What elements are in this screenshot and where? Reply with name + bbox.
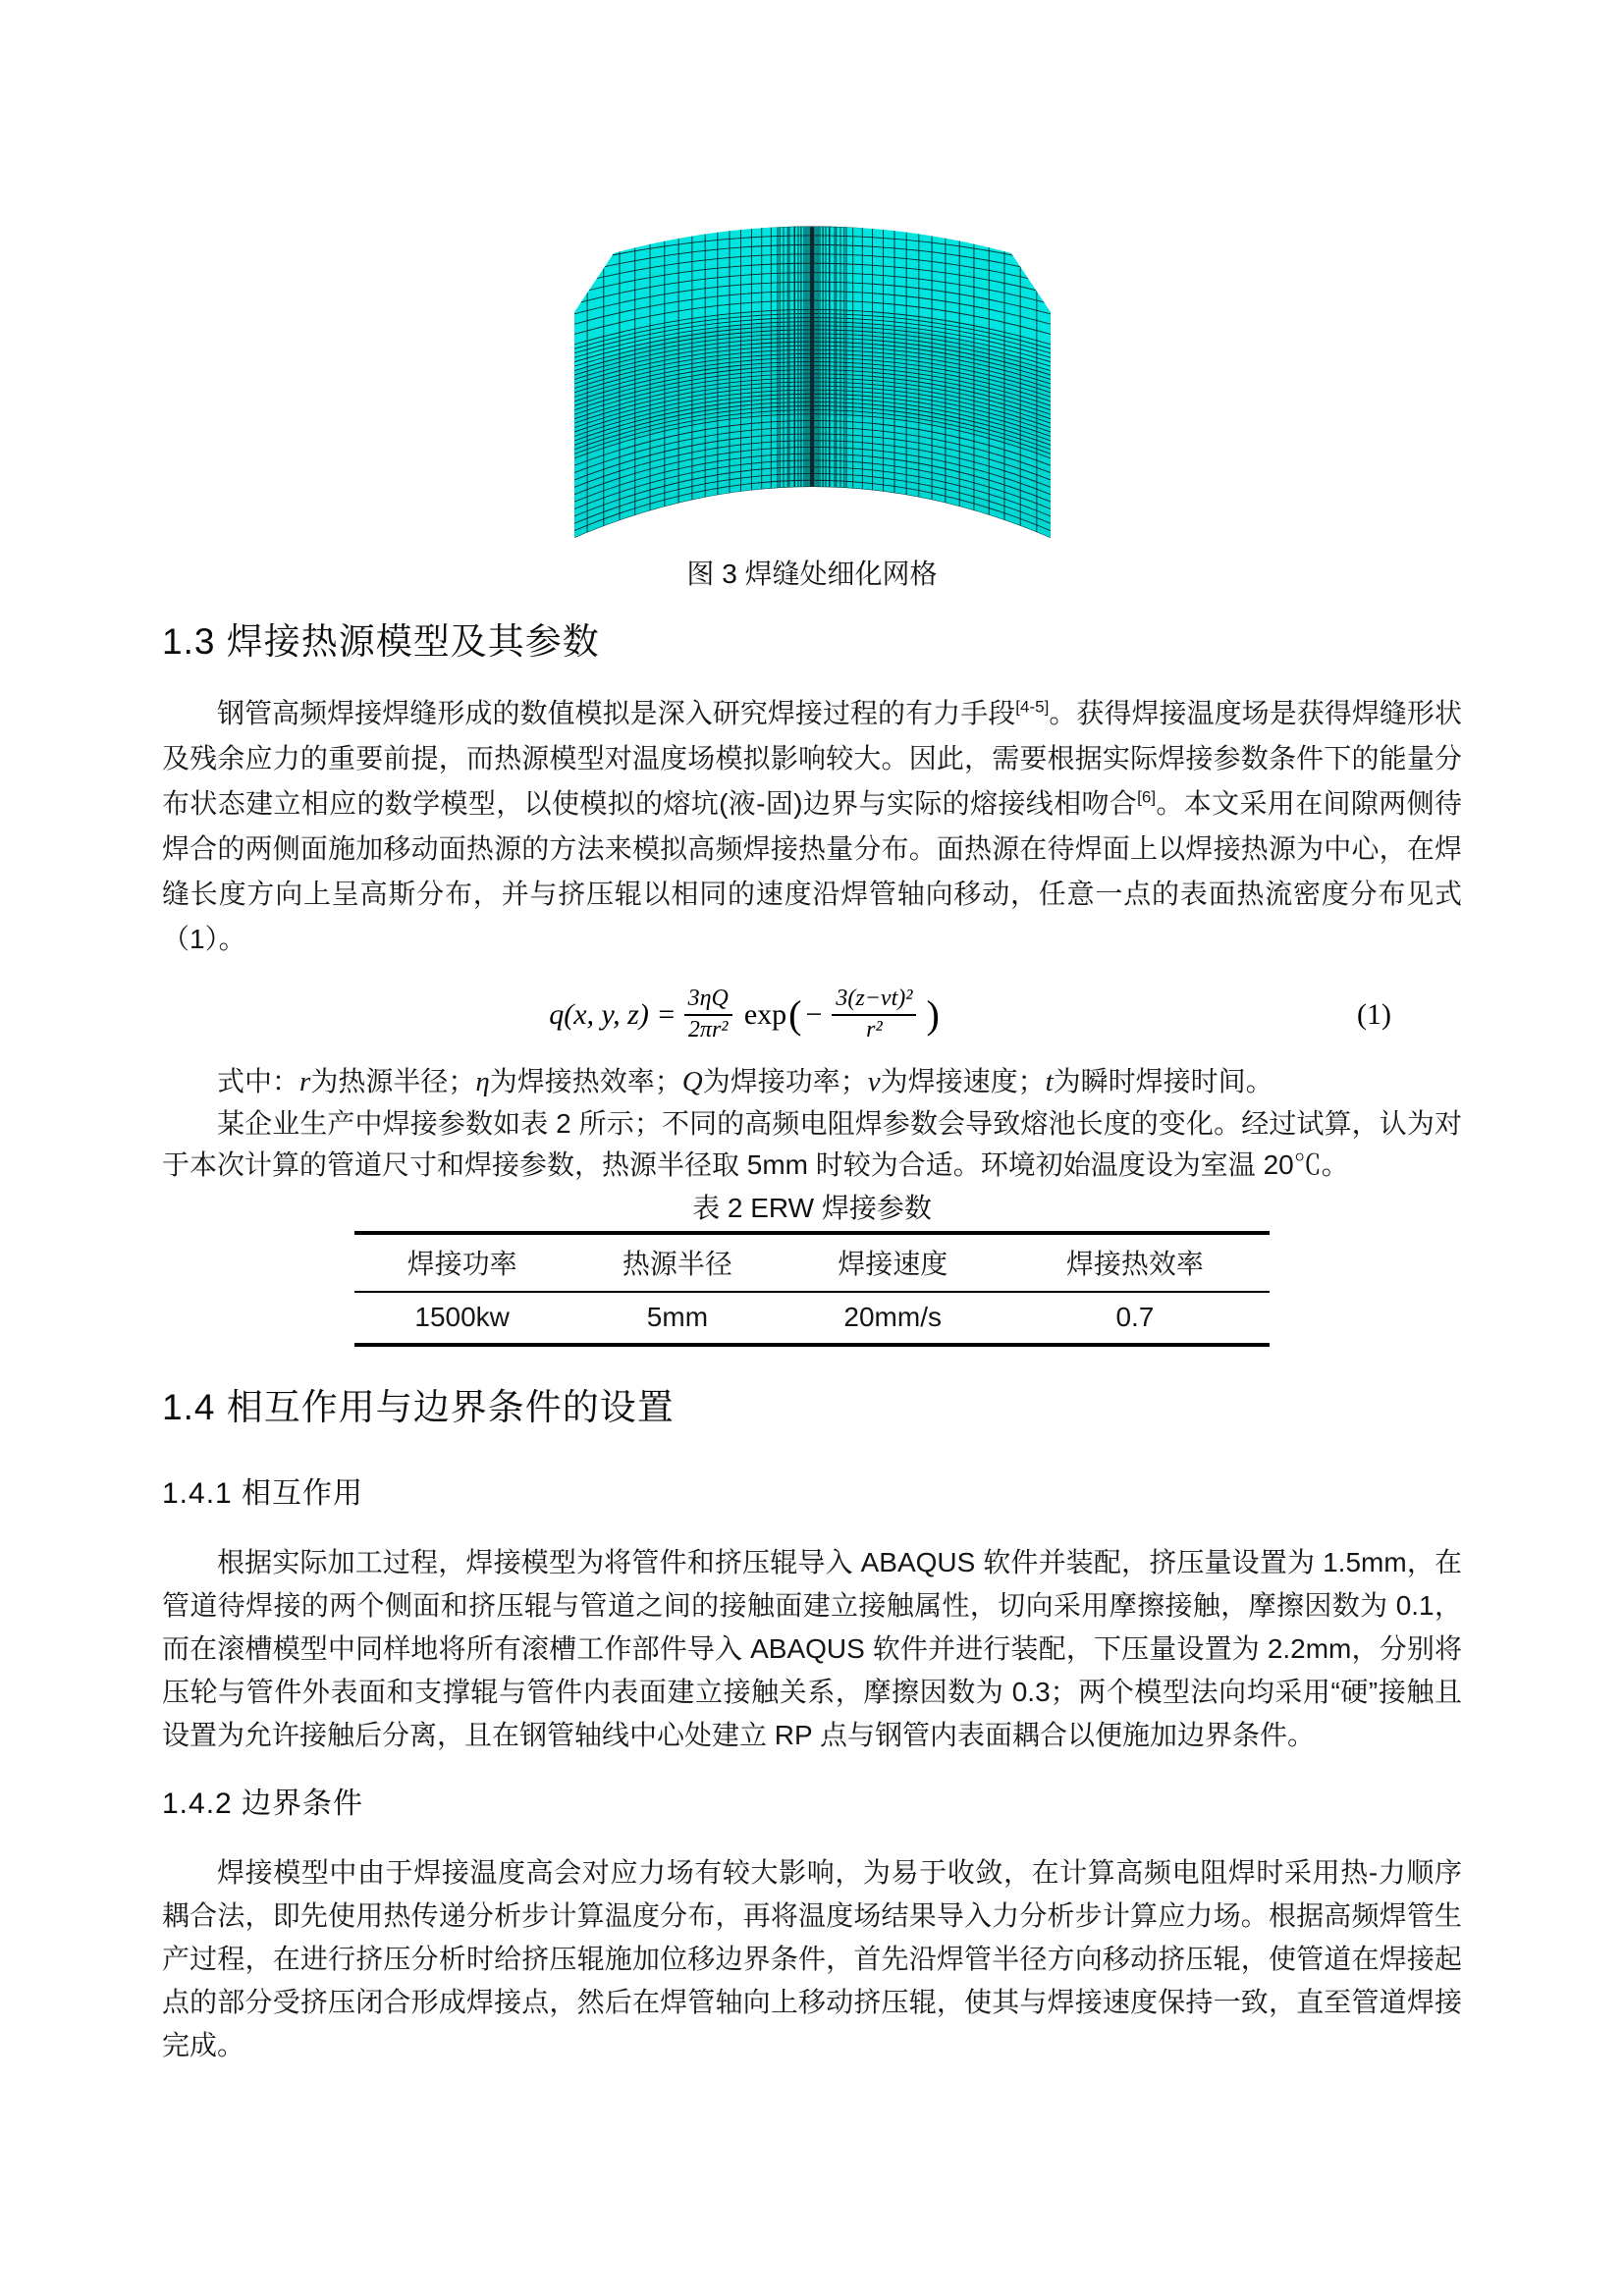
figure-3 xyxy=(162,209,1462,591)
equation-fraction-2 xyxy=(832,986,916,1043)
figure-3-caption: 图 3 焊缝处细化网格 xyxy=(686,559,938,589)
paragraph-variable-definitions xyxy=(162,1060,1462,1103)
table-header-row xyxy=(354,1233,1270,1292)
paragraph-heat-source-model xyxy=(162,691,1462,962)
variable-v: v xyxy=(867,1066,881,1097)
equation-1-row xyxy=(162,972,1462,1058)
table-header-cell: 焊接速度 xyxy=(785,1233,1001,1292)
table-cell: 20mm/s xyxy=(843,1302,942,1332)
reference-marker-6: [6] xyxy=(1137,787,1157,807)
fraction-numerator: 3(z−vt)² xyxy=(832,986,916,1016)
paragraph-text: 。获得焊接温度场是获得焊缝形状及残余应力的重要前提，而热源模型对温度场模拟影响较大。因此，需要根据实际焊接参数条件下的能量分布状态建立相应的数学模型，以使模拟的熔坑(液-固)边界与实际的熔接线相吻合 xyxy=(162,698,1462,819)
table-header-cell: 焊接功率 xyxy=(354,1233,569,1292)
paragraph-welding-parameters: 某企业生产中焊接参数如表 2 所示；不同的高频电阻焊参数会导致熔池长度的变化。经过试算，认为对于本次计算的管道尺寸和焊接参数，热源半径取 5mm 时较为合适。环境初始温度设为室温 20℃。 xyxy=(162,1108,1462,1180)
paragraph-text: 为热源半径； xyxy=(310,1066,476,1096)
fraction-denominator: r² xyxy=(866,1017,883,1042)
variable-t: t xyxy=(1045,1066,1054,1097)
section-heading-1-4-2: 1.4.2 边界条件 xyxy=(162,1788,364,1820)
variable-eta: η xyxy=(475,1066,490,1097)
equation-minus: − xyxy=(805,998,823,1031)
equation-number: (1) xyxy=(1357,998,1391,1031)
fraction-numerator: 3ηQ xyxy=(684,986,732,1016)
fraction-denominator: 2πr² xyxy=(687,1017,729,1042)
paragraph-interaction: 根据实际加工过程，焊接模型为将管件和挤压辊导入 ABAQUS 软件并装配，挤压量设置为 1.5mm，在管道待焊接的两个侧面和挤压辊与管道之间的接触面建立接触属性，切向采用摩擦接触，摩擦因数为 0.1，而在滚槽模型中同样地将所有滚槽工作部件导入 ABAQUS 软件并进行装配，下压量设置为 2.2mm，分别将压轮与管件外表面和支撑辊与管件内表面建立接触关系，摩擦因数为 0.3；两个模型法向均采用“硬”接触且设置为允许接触后分离，且在钢管轴线中心处建立 RP 点与钢管内表面耦合以便施加边界条件。 xyxy=(162,1547,1462,1750)
equation-1 xyxy=(549,986,942,1043)
paragraph-text: 为瞬时焊接时间。 xyxy=(1053,1066,1273,1096)
equation-fraction-1 xyxy=(684,986,732,1043)
equation-close-paren: ) xyxy=(926,992,940,1037)
page-content xyxy=(0,209,1624,2067)
table-2-erw-parameters xyxy=(354,1231,1270,1347)
equation-lhs: q(x, y, z) = xyxy=(549,998,677,1031)
section-heading-1-4: 1.4 相互作用与边界条件的设置 xyxy=(162,1387,675,1427)
weld-mesh-svg xyxy=(574,209,1051,543)
paragraph-boundary-conditions: 焊接模型中由于焊接温度高会对应力场有较大影响，为易于收敛，在计算高频电阻焊时采用热-力顺序耦合法，即先使用热传递分析步计算温度分布，再将温度场结果导入力分析步计算应力场。根据高频焊管生产过程，在进行挤压分析时给挤压辊施加位移边界条件，首先沿焊管半径方向移动挤压辊，使管道在焊接起点的部分受挤压闭合形成焊接点，然后在焊管轴向上移动挤压辊，使其与焊接速度保持一致，直至管道焊接完成。 xyxy=(162,1857,1462,2060)
section-heading-1-4-1: 1.4.1 相互作用 xyxy=(162,1477,364,1510)
equation-exp: exp xyxy=(743,998,787,1031)
equation-open-paren: ( xyxy=(788,992,802,1037)
paragraph-text: 式中： xyxy=(217,1066,300,1096)
variable-Q: Q xyxy=(681,1066,703,1097)
table-cell: 5mm xyxy=(646,1302,709,1332)
variable-r: r xyxy=(299,1066,311,1097)
table-cell: 0.7 xyxy=(1115,1302,1155,1332)
paragraph-text: 为焊接功率； xyxy=(702,1066,868,1096)
table-header-cell: 焊接热效率 xyxy=(1001,1233,1270,1292)
table-row xyxy=(354,1292,1270,1345)
section-heading-1-3: 1.3 焊接热源模型及其参数 xyxy=(162,621,600,662)
reference-marker-4-5: [4-5] xyxy=(1015,697,1050,717)
paragraph-text: 钢管高频焊接焊缝形成的数值模拟是深入研究焊接过程的有力手段 xyxy=(217,698,1016,728)
paragraph-text: 为焊接速度； xyxy=(880,1066,1046,1096)
paragraph-text: 为焊接热效率； xyxy=(489,1066,682,1096)
table-2-title: 表 2 ERW 焊接参数 xyxy=(692,1193,932,1223)
table-cell: 1500kw xyxy=(414,1302,510,1332)
table-header-cell: 热源半径 xyxy=(569,1233,785,1292)
paragraph-text: 。本文采用在间隙两侧待焊合的两侧面施加移动面热源的方法来模拟高频焊接热量分布。面热源在待焊面上以焊接热源为中心，在焊缝长度方向上呈高斯分布，并与挤压辊以相同的速度沿焊管轴向移动，任意一点的表面热流密度分布见式（1）。 xyxy=(162,788,1462,954)
